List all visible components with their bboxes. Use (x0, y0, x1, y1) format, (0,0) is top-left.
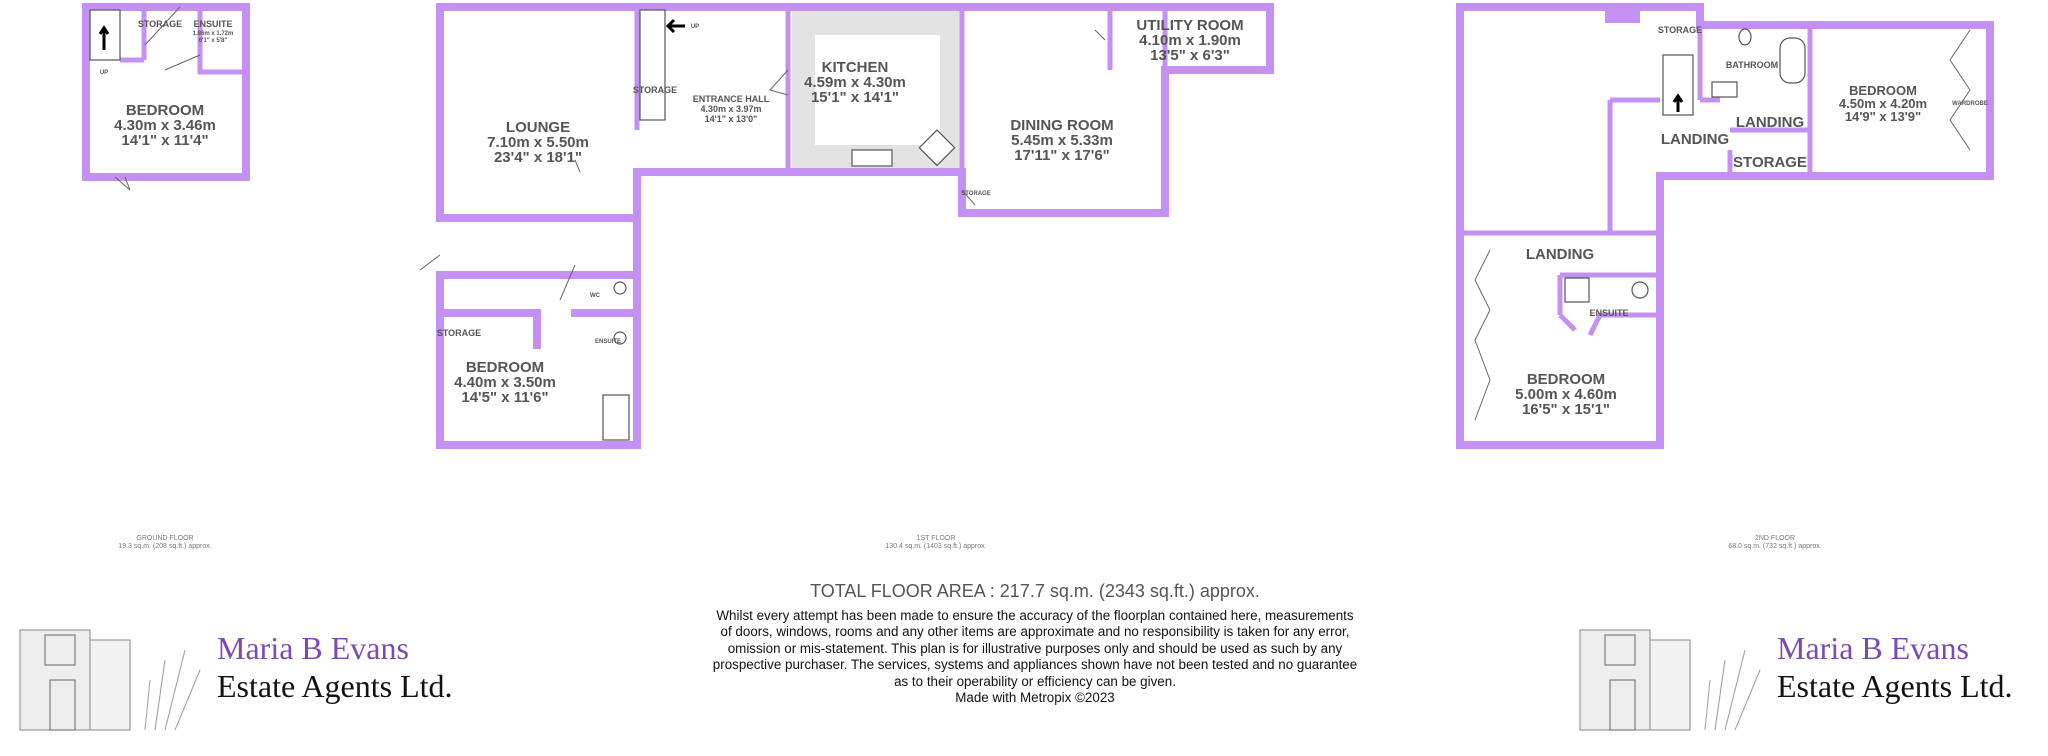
dining-storage-label: STORAGE (961, 191, 991, 197)
gf-bedroom-imperial: 14'1" x 11'4" (121, 132, 209, 149)
kitchen-imperial: 15'1" x 14'1" (810, 89, 900, 106)
ff-floor-label: 1ST FLOOR (916, 535, 956, 542)
sf-bedroom-2-imperial: 16'5" x 15'1" (1521, 401, 1611, 418)
total-floor-area: TOTAL FLOOR AREA : 217.7 sq.m. (2343 sq.ft.) approx. (810, 581, 1260, 601)
ff-ensuite-label: ENSUITE (594, 339, 622, 345)
ff-up-label: UP (690, 24, 700, 30)
bathroom-label: BATHROOM (1725, 60, 1779, 70)
disclaimer-line: prospective purchaser. The services, systems and appliances shown have not been tested and no guarantee (712, 657, 1358, 673)
utility-room-label: UTILITY ROOM (1136, 17, 1244, 34)
gf-bedroom-label: BEDROOM (125, 102, 205, 119)
ff-bedroom-storage-label: STORAGE (436, 328, 482, 338)
sf-floor-label: 2ND FLOOR (1754, 535, 1796, 542)
disclaimer-line: Whilst every attempt has been made to ensure the accuracy of the floorplan contained here, measurements (716, 608, 1354, 623)
kitchen-label: KITCHEN (821, 59, 889, 76)
lounge-metric: 7.10m x 5.50m (487, 134, 589, 151)
gf-bedroom-metric: 4.30m x 3.46m (114, 117, 216, 134)
ground-floor-plan (86, 7, 246, 550)
second-floor-plan (1460, 7, 1990, 550)
lounge-imperial: 23'4" x 18'1" (493, 149, 583, 166)
sf-bedroom-1-metric: 4.50m x 4.20m (1838, 96, 1928, 111)
sf-landing-center-label: LANDING (1735, 114, 1805, 131)
metropix-credit: Made with Metropix ©2023 (955, 690, 1115, 706)
lounge-label: LOUNGE (505, 119, 571, 136)
entrance-hall-imperial: 14'1" x 13'0" (704, 114, 758, 124)
entrance-hall-metric: 4.30m x 3.97m (700, 104, 762, 114)
house-sketch-icon (15, 600, 205, 740)
gf-floor-area: 19.3 sq.m. (208 sq.ft.) approx. (118, 543, 212, 550)
utility-room-metric: 4.10m x 1.90m (1139, 32, 1241, 49)
agent-logo-right (1560, 590, 2040, 750)
kitchen-metric: 4.59m x 4.30m (804, 74, 906, 91)
wardrobe-label: WARDROBE (1952, 101, 1988, 107)
sf-landing-main-label: LANDING (1525, 246, 1595, 263)
gf-floor-label: GROUND FLOOR (136, 535, 194, 542)
ff-bedroom-label: BEDROOM (465, 359, 545, 376)
dining-room-imperial: 17'11" x 17'6" (1014, 147, 1110, 164)
agent-logo-left (0, 590, 480, 750)
gf-up-label: UP (99, 70, 109, 76)
disclaimer-line: omission or mis-statement. This plan is for illustrative purposes only and should be used as such by any (727, 640, 1343, 656)
utility-room-imperial: 13'5" x 6'3" (1150, 47, 1230, 64)
ff-bedroom-imperial: 14'5" x 11'6" (461, 389, 549, 406)
house-sketch-icon (1575, 600, 1765, 740)
sf-ensuite-label: ENSUITE (1589, 308, 1629, 318)
wc-label: WC (590, 293, 600, 299)
gf-ensuite-imperial: 6'1" x 5'8" (198, 38, 228, 44)
dining-room-metric: 5.45m x 5.33m (1011, 132, 1113, 149)
dining-room-label: DINING ROOM (1010, 117, 1114, 134)
sf-storage-bottom-label: STORAGE (1733, 154, 1807, 171)
hall-storage-label: STORAGE (632, 85, 678, 95)
logo-line-1: Maria B Evans (1777, 630, 1969, 666)
entrance-hall-label: ENTRANCE HALL (692, 94, 770, 104)
disclaimer (660, 608, 1410, 706)
ff-bedroom-metric: 4.40m x 3.50m (454, 374, 556, 391)
sf-bedroom-1-imperial: 14'9" x 13'9" (1844, 109, 1922, 124)
first-floor-plan (420, 7, 1270, 550)
gf-ensuite-metric: 1.86m x 1.72m (192, 31, 234, 37)
sf-storage-top-label: STORAGE (1657, 25, 1703, 35)
sf-bedroom-2-metric: 5.00m x 4.60m (1515, 386, 1617, 403)
sf-bedroom-1-label: BEDROOM (1849, 83, 1917, 98)
disclaimer-line: of doors, windows, rooms and any other items are approximate and no responsibility is taken for any error, (720, 624, 1350, 640)
gf-ensuite-label: ENSUITE (193, 19, 233, 29)
sf-floor-area: 68.0 sq.m. (732 sq.ft.) approx. (1728, 543, 1822, 550)
ff-floor-area: 130.4 sq.m. (1403 sq.ft.) approx. (885, 543, 987, 550)
logo-line-2: Estate Agents Ltd. (1777, 668, 2013, 704)
sf-bedroom-2-label: BEDROOM (1526, 371, 1606, 388)
logo-line-2: Estate Agents Ltd. (217, 668, 453, 704)
logo-line-1: Maria B Evans (217, 630, 409, 666)
gf-storage-label: STORAGE (137, 19, 183, 29)
sf-landing-stairs-label: LANDING (1660, 131, 1730, 148)
disclaimer-line: as to their operability or efficiency can be given. (894, 673, 1176, 689)
